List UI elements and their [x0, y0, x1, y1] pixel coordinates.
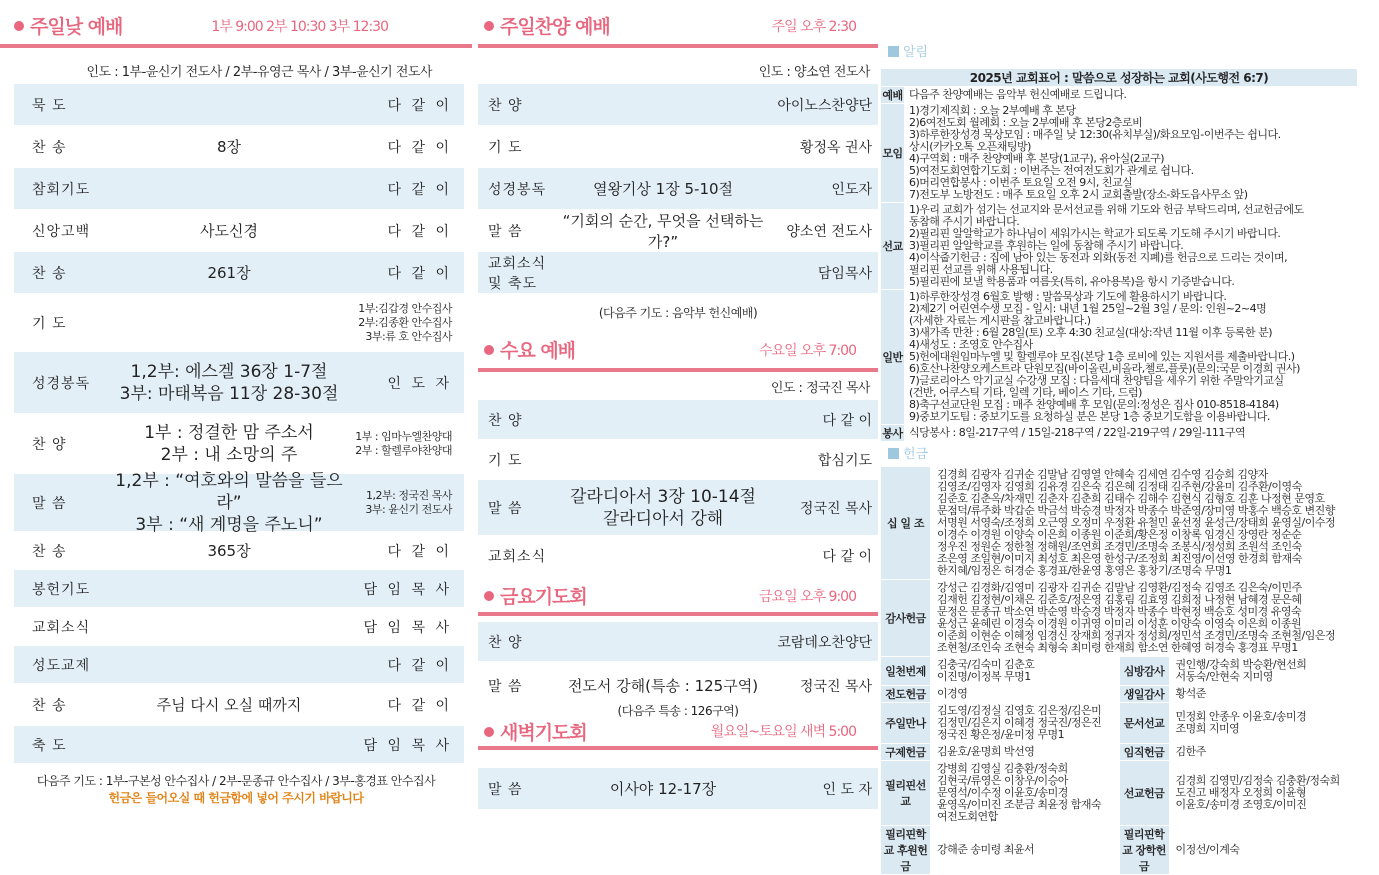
offering-label: 전도헌금	[881, 686, 931, 703]
offering-label: 일천번제	[881, 657, 931, 686]
offering-label: 생일감사	[1119, 686, 1169, 703]
offering-name-line: 정우진 정원순 정한철 정해원/조연희 조경민/조명숙 조봉식/정성희 조원석 조인숙	[937, 540, 1302, 553]
order-row	[14, 470, 464, 535]
order-row	[14, 608, 464, 646]
order-row	[14, 684, 464, 726]
praise-leader: 인도 : 양소연 전도사	[758, 65, 870, 80]
notice-body	[905, 290, 1358, 425]
offering-label: 임직헌금	[1119, 744, 1169, 761]
order-row	[14, 252, 464, 294]
offerings-table	[880, 466, 1358, 875]
order-content-line: 3부: 마태복음 11장 28-30절	[119, 383, 339, 404]
order-label: 기 도	[488, 139, 523, 156]
notice-line: 2)필리핀 알알학교가 하나님이 세워가시는 학교가 되도록 기도해 주시기 바랍니다.	[909, 227, 1281, 240]
order-label: 축 도	[32, 737, 67, 754]
order-label: 말 씀	[488, 223, 523, 240]
offering-name-line: 김영조/김영자 김영희 김유경 김은숙 김은혜 김정태 김주현/강윤미 김주환/이영숙	[937, 480, 1302, 493]
offering-note: 헌금은 들어오실 때 헌금함에 넣어 주시기 바랍니다	[108, 791, 364, 805]
notice-body	[905, 425, 1358, 442]
offering-label: 구제헌금	[881, 744, 931, 761]
order-content: 이사야 12-17장	[609, 780, 717, 798]
order-content: 전도서 강해(특송 : 125구역)	[567, 677, 759, 695]
sunday-time: 1부 9:00 2부 10:30 3부 12:30	[211, 19, 388, 35]
offering-names	[931, 686, 1120, 703]
wednesday-leader: 인도 : 정국진 목사	[770, 381, 870, 396]
order-content-line: 1,2부: 에스겔 36장 1-7절	[130, 361, 328, 382]
offering-row	[881, 657, 1358, 686]
offering-name-line: 강병희 김영실 김충환/정숙희	[937, 762, 1068, 775]
offering-name-line: 김재헌 김정현/이채은 김준호/정은영 김홍림 김효영 김희정 나정현 남혜경 문은혜	[937, 593, 1302, 606]
order-leader: 정국진 목사	[799, 500, 872, 517]
offering-name-line: 강성근 김경화/김영미 김광자 김귀순 김말남 김영환/김정숙 김영조 김은숙/이민주	[937, 581, 1302, 594]
order-label: 찬 송	[32, 139, 67, 156]
offering-name-line: 조은영 조일현/이미지 최성호 최은영 한성구/조정희 최진영/이선영 한경희 함재숙	[937, 552, 1302, 565]
notices-heading-label: 알림	[903, 45, 929, 60]
offering-name-line: 김정민/김은지 이혜경 정국진/정은진	[937, 716, 1102, 729]
order-label: 성경봉독	[32, 375, 91, 392]
friday-header	[478, 576, 878, 612]
dawn-order	[478, 768, 878, 810]
notice-category: 일반	[881, 290, 905, 425]
offering-name-line: 서동숙/안현숙 지미영	[1175, 670, 1273, 683]
offering-name-line: 한지혜/임정은 허경순 홍경표/한윤영 홍영은 홍창기/조명숙 무명1	[937, 564, 1232, 577]
church-motto: 2025년 교회표어 : 말씀으로 성장하는 교회(사도행전 6:7)	[881, 69, 1358, 87]
order-leader: 다 같 이	[387, 697, 452, 714]
offering-name-line: 여전도회연합	[937, 810, 998, 823]
offering-names	[931, 744, 1120, 761]
order-leader-line: 3부:류 호 안수집사	[365, 329, 452, 343]
order-leader: 아이노스찬양단	[777, 97, 872, 114]
offering-name-line: 김한주	[1175, 745, 1206, 758]
notice-body	[905, 87, 1358, 104]
notice-group	[881, 104, 1358, 203]
offering-name-line: 문정은 문종규 박소연 박순영 박승경 박정자 박종수 박현정 백승호 성미경 유영숙	[937, 605, 1302, 618]
notice-body	[905, 104, 1358, 203]
notices-table	[880, 68, 1358, 442]
offering-name-line: 서명원 서영숙/조정희 오근영 오정미 우정환 유철민 윤선정 윤성근/장태희 윤영실/이수정	[937, 516, 1336, 529]
offering-row	[881, 761, 1358, 826]
notice-line: 7)글로리아스 악기교실 수강생 모집 : 다음세대 찬양팀을 세우기 위한 주말악기교실	[909, 374, 1284, 387]
order-leader	[344, 302, 464, 344]
order-content: 365장	[207, 542, 251, 560]
notice-line: 다음주 찬양예배는 음악부 헌신예배로 드립니다.	[909, 88, 1127, 101]
order-row	[14, 570, 464, 608]
notice-line: 3)필리핀 알알학교를 후원하는 일에 동참해 주시기 바랍니다.	[909, 239, 1184, 252]
order-content	[114, 470, 344, 536]
order-content: 주님 다시 오실 때까지	[156, 696, 302, 714]
order-label: 교회소식	[488, 548, 547, 565]
order-leader: 코람데오찬양단	[777, 634, 872, 651]
order-leader: 담 임 목 사	[363, 619, 452, 636]
order-leader: 다 같 이	[387, 97, 452, 114]
order-row	[14, 532, 464, 570]
notice-line: 9)중보기도팀 : 중보기도를 요청하실 분은 본당 1층 중보기도함을 이용바랍니다.	[909, 410, 1270, 423]
order-leader: 다 같 이	[387, 543, 452, 560]
order-label: 참회기도	[32, 181, 91, 198]
sunday-service-section	[0, 0, 472, 806]
order-content: 261장	[207, 264, 251, 282]
offering-label: 선교헌금	[1119, 761, 1169, 826]
order-row	[14, 414, 464, 474]
order-row	[478, 252, 878, 294]
offering-name-line: 강해준 송미령 최윤서	[937, 843, 1035, 856]
offering-names	[1169, 703, 1358, 744]
order-row	[14, 352, 464, 414]
notice-line: 6)호산나찬양오케스트라 단원모집(바이올린,비올라,첼로,플룻)(문의:국문 이경희 권사)	[909, 362, 1300, 375]
order-row	[478, 400, 878, 440]
order-label: 찬 송	[32, 265, 67, 282]
order-row	[478, 84, 878, 126]
thanks-offering	[881, 580, 1358, 657]
notice-group	[881, 290, 1358, 425]
order-content-line: 갈라디아서 3장 10-14절	[570, 486, 756, 507]
order-label: 성도교제	[32, 657, 91, 674]
notice-line: 5)여전도회연합기도회 : 이번주는 전여전도회가 관계로 쉽니다.	[909, 164, 1194, 177]
offering-name-line: 김경희 김영민/김정숙 김충환/정숙희	[1175, 774, 1340, 787]
wednesday-order	[478, 400, 878, 576]
wednesday-header	[478, 332, 878, 368]
order-content	[114, 422, 344, 466]
order-content	[114, 361, 344, 405]
order-label: 묵 도	[32, 97, 67, 114]
praise-header	[478, 0, 878, 44]
offering-label: 주일만나	[881, 703, 931, 744]
offering-names	[1169, 686, 1358, 703]
order-label: 찬 양	[488, 634, 523, 651]
notice-line: 3)새가족 만찬 : 6월 28일(토) 오후 4:30 친교실(대상:작년 11월 이후 등록한 분)	[909, 326, 1273, 339]
order-row	[14, 168, 464, 210]
offering-names	[931, 703, 1120, 744]
order-label: 봉헌기도	[32, 581, 91, 598]
wednesday-title: 수요 예배	[500, 340, 576, 362]
order-row	[14, 126, 464, 168]
offering-name-line: 민정회 안종우 이윤호/송미경	[1175, 710, 1307, 723]
order-label: 성경봉독	[488, 181, 547, 198]
notice-line: 1)하루한장성경 6월호 발행 : 말씀묵상과 기도에 활용하시기 바랍니다.	[909, 290, 1227, 303]
friday-next-special: (다음주 특송 : 126구역)	[617, 704, 739, 718]
friday-title: 금요기도회	[500, 586, 587, 608]
order-leader: 다 같 이	[822, 412, 872, 429]
bullet-icon	[484, 591, 494, 601]
dawn-time: 월요일~토요일 새벽 5:00	[710, 724, 856, 740]
order-row	[14, 646, 464, 684]
notice-line: 1)경기제직회 : 오늘 2부예배 후 본당	[909, 104, 1076, 117]
dawn-title: 새벽기도회	[500, 722, 587, 744]
notice-line: 6)머리연합봉사 : 이번주 토요일 오전 9시, 친교실	[909, 176, 1133, 189]
order-label: 교회소식 및 축도	[488, 255, 547, 292]
notice-category: 모임	[881, 104, 905, 203]
order-content: “기회의 순간, 무엇을 선택하는가?”	[562, 211, 764, 251]
sunday-next-prayer: 다음주 기도 : 1부-구본성 안수집사 / 2부-문종규 안수집사 / 3부-홍경표 안수집사	[36, 774, 436, 788]
offering-name-line: 황석준	[1175, 687, 1206, 700]
order-label: 찬 양	[488, 412, 523, 429]
offering-names	[931, 657, 1120, 686]
offering-name-line: 조명희 지미영	[1175, 722, 1240, 735]
wednesday-time: 수요일 오후 7:00	[759, 343, 856, 359]
order-content-line: 3부 : “새 계명을 주노니”	[135, 514, 323, 535]
notice-body	[905, 203, 1358, 290]
order-content: 8장	[216, 138, 242, 156]
offering-label: 문서선교	[1119, 703, 1169, 744]
order-leader: 담 임 목 사	[363, 737, 452, 754]
offering-label: 필리핀학교 장학헌금	[1119, 826, 1169, 875]
thanks-offering-label: 감사헌금	[881, 580, 931, 657]
bullet-icon	[484, 345, 494, 355]
offering-name-line: 조현철/조인숙 조현숙 최형숙 최미령 한재희 함소연 한혜영 허경숙 홍경표 무명1	[937, 641, 1298, 654]
order-row	[478, 536, 878, 576]
order-leader-line: 2부 : 할렐루야찬양대	[355, 443, 452, 457]
order-leader: 합심기도	[817, 452, 872, 469]
offering-name-line: 권인행/강숙희 박승환/현선희	[1175, 658, 1307, 671]
friday-time: 금요일 오후 9:00	[759, 589, 856, 605]
offering-names	[931, 826, 1120, 875]
notice-line: 2)6여전도회 월례회 : 오늘 2부예배 후 본당2층로비	[909, 116, 1143, 129]
middle-column	[478, 0, 878, 810]
order-leader	[344, 430, 464, 458]
order-label: 기 도	[488, 452, 523, 469]
offering-name-line: 이진명/이정복 무명1	[937, 670, 1031, 683]
offering-name-line: 문영석/이수정 이윤호/송미경	[937, 786, 1068, 799]
order-content-line: 1,2부 : “여호와의 말씀을 들으라”	[115, 470, 343, 513]
order-row	[14, 726, 464, 764]
notice-category: 선교	[881, 203, 905, 290]
offerings-heading-label: 헌금	[903, 447, 929, 462]
praise-time: 주일 오후 2:30	[771, 19, 856, 35]
order-content: 열왕기상 1장 5-10절	[592, 180, 734, 198]
offering-name-line: 김충국/김숙미 김춘호	[937, 658, 1035, 671]
notice-line: 8)축구선교단원 모집 : 매주 찬양예배 후 모임(문의:정성은 집사 010-8518-4184)	[909, 398, 1279, 411]
order-leader: 담임목사	[817, 265, 872, 282]
order-label: 말 씀	[488, 781, 523, 798]
offering-names	[931, 761, 1120, 826]
offering-row	[881, 826, 1358, 875]
order-leader-line: 1부 : 임마누엘찬양대	[355, 429, 452, 443]
order-leader-line: 1부:김갑경 안수집사	[358, 301, 452, 315]
notice-line: 4)이삭줍기헌금 : 집에 남아 있는 동전과 외화(동전 지폐)를 헌금으로 드리는 것이며,	[909, 251, 1288, 264]
order-row	[478, 210, 878, 252]
order-row	[478, 126, 878, 168]
order-content	[558, 486, 768, 530]
order-content-line: 2부 : 내 소망의 주	[160, 444, 298, 465]
notice-group	[881, 425, 1358, 442]
notice-line: 5)헌에대원임마누엘 및 할렐루야 모집(본당 1층 로비에 있는 지원서를 제출바랍니다.)	[909, 350, 1295, 363]
notice-line: 필리핀 선교를 위해 사용됩니다.	[909, 263, 1053, 276]
notice-line: 4)구역회 : 매주 찬양예배 후 본당(1교구), 유아실(2교구)	[909, 152, 1165, 165]
offering-name-line: 김현국/류영은 이창우/이승아	[937, 774, 1068, 787]
notice-line: (건반, 어쿠스틱 기타, 일렉 기타, 베이스 기타, 드럼)	[909, 386, 1142, 399]
order-row	[478, 768, 878, 810]
offering-row	[881, 686, 1358, 703]
order-label: 교회소식	[32, 619, 91, 636]
sunday-order	[0, 84, 472, 764]
order-leader: 양소연 전도사	[786, 223, 872, 240]
offering-name-line: 이준희 이현순 이혜정 임경신 장재희 정귀자 정성희/정민석 조경민/조명숙 조현철/임은정	[937, 629, 1336, 642]
dawn-header	[478, 716, 878, 746]
offering-row	[881, 703, 1358, 744]
square-icon	[888, 448, 899, 459]
order-leader: 다 같 이	[387, 181, 452, 198]
sunday-header	[0, 0, 472, 44]
notice-line: (자세한 자료는 게시판을 참고바랍니다.)	[909, 314, 1091, 327]
order-label: 찬 양	[488, 97, 523, 114]
order-leader: 다 같 이	[822, 548, 872, 565]
order-label: 기 도	[32, 315, 67, 332]
order-row	[478, 440, 878, 480]
offering-name-line: 김준호 김춘옥/차재민 김춘자 김춘희 김태수 김해수 김현식 김형호 김훈 나정현 문영호	[937, 492, 1325, 505]
offering-name-line: 이윤호/송미경 조영호/이미진	[1175, 798, 1307, 811]
offering-name-line: 윤성근 윤혜린 이경숙 이경원 이귀영 이미리 이성훈 이양숙 이영숙 이은희 이종원	[937, 617, 1302, 630]
offering-name-line: 도진고 배정자 오정희 이윤형	[1175, 786, 1307, 799]
order-row	[478, 622, 878, 662]
order-label: 말 씀	[32, 495, 67, 512]
order-row	[478, 168, 878, 210]
square-icon	[888, 46, 899, 57]
order-row	[14, 294, 464, 352]
notice-line: 2)제2기 어린연수생 모집 - 일시: 내년 1월 25일~2월 3일 / 문의: 인원~2~4명	[909, 302, 1267, 315]
order-content-line: 갈라디아서 강해	[602, 508, 724, 529]
order-label: 찬 송	[32, 543, 67, 560]
offering-names	[1169, 826, 1358, 875]
notice-group	[881, 203, 1358, 290]
offerings-heading	[880, 444, 1358, 466]
order-leader: 다 같 이	[387, 657, 452, 674]
order-row	[14, 210, 464, 252]
offering-names	[1169, 744, 1358, 761]
offering-name-line: 김경희 김광자 김귀순 김말남 김영열 안혜숙 김세연 김수영 김승희 김양자	[937, 468, 1268, 481]
notice-line: 1)우리 교회가 섬기는 선교지와 문서선교를 위해 기도와 헌금 부탁드리며, 선교헌금에도	[909, 203, 1304, 216]
praise-title: 주일찬양 예배	[500, 16, 610, 38]
offering-row	[881, 744, 1358, 761]
offering-name-line: 이경수 이경원 이양숙 이은희 이종원 이준희/황은정 이창록 임경신 장영란 정순순	[937, 528, 1302, 541]
order-leader: 황정옥 권사	[799, 139, 872, 156]
offering-name-line: 윤영옥/이미진 조분금 최윤정 함재숙	[937, 798, 1102, 811]
sunday-leader: 인도 : 1부-윤신기 전도사 / 2부-유영근 목사 / 3부-윤신기 전도사	[86, 65, 432, 80]
notice-line: 5)필리핀에 보낼 학용품과 여름옷(특히, 유아용복)을 항시 기증받습니다.	[909, 275, 1235, 288]
order-leader: 다 같 이	[387, 265, 452, 282]
bullet-icon	[484, 21, 494, 31]
order-label: 말 씀	[488, 678, 523, 695]
notice-category: 예배	[881, 87, 905, 104]
offering-names	[1169, 657, 1358, 686]
order-label: 찬 양	[32, 436, 67, 453]
order-label: 찬 송	[32, 697, 67, 714]
notice-category: 봉사	[881, 425, 905, 442]
notice-line: 식당봉사 : 8일-217구역 / 15일-218구역 / 22일-219구역 / 29일-111구역	[909, 426, 1246, 439]
offering-names	[1169, 761, 1358, 826]
tithe-offering-names	[931, 467, 1358, 580]
notice-line: 4)새성도 : 조영호 안수집사	[909, 338, 1033, 351]
offering-name-line: 김윤호/윤명희 박선영	[937, 745, 1035, 758]
order-label: 말 씀	[488, 500, 523, 517]
order-leader: 다 같 이	[387, 139, 452, 156]
offering-name-line: 이경영	[937, 687, 968, 700]
order-leader-line: 3부: 윤신기 전도사	[365, 502, 452, 516]
order-leader-line: 1,2부: 정국진 목사	[366, 488, 452, 502]
order-content-line: 1부 : 정결한 맘 주소서	[144, 422, 314, 443]
offering-name-line: 이정선/이계숙	[1175, 843, 1240, 856]
offering-name-line: 정국진 황은정/윤미정 무명1	[937, 728, 1065, 741]
tithe-offering	[881, 467, 1358, 580]
order-leader-line: 2부:김종환 안수집사	[358, 315, 452, 329]
friday-order	[478, 622, 878, 710]
praise-next-prayer: (다음주 기도 : 음악부 헌신예배)	[598, 306, 758, 320]
bullet-icon	[484, 727, 494, 737]
notice-line: 동참해 주시기 바랍니다.	[909, 215, 1020, 228]
order-row	[478, 480, 878, 536]
offering-label: 필리핀학교 후원헌금	[881, 826, 931, 875]
offering-label: 심방감사	[1119, 657, 1169, 686]
order-leader: 정국진 목사	[799, 678, 872, 695]
bullet-icon	[14, 21, 24, 31]
order-leader: 담 임 목 사	[363, 581, 452, 598]
order-leader: 다 같 이	[387, 223, 452, 240]
order-leader: 인 도 자	[387, 375, 452, 392]
right-column	[880, 0, 1358, 875]
order-leader	[344, 489, 464, 517]
praise-order	[478, 84, 878, 294]
order-leader: 인 도 자	[822, 781, 872, 798]
offering-name-line: 김도영/김정실 김영호 김은정/김은미	[937, 704, 1102, 717]
order-label: 신앙고백	[32, 223, 91, 240]
thanks-offering-names	[931, 580, 1358, 657]
notice-group	[881, 87, 1358, 104]
notice-line: 3)하루한장성경 묵상모임 : 매주일 낮 12:30(유치부실)/화요모임-이번주는 쉽니다.	[909, 128, 1281, 141]
sunday-title: 주일낮 예배	[30, 16, 123, 38]
notice-line: 상시(카카오톡 오픈채팅방)	[909, 140, 1031, 153]
notice-line: 7)전도부 노방전도 : 매주 토요일 오후 2시 교회출발(장소-화도읍사무소 앞)	[909, 188, 1248, 201]
order-leader: 인도자	[831, 181, 872, 198]
offering-name-line: 문점덕/류주화 박갑순 박금석 박승경 박정자 박종수 박준영/장미영 박홍수 백승호 변진향	[937, 504, 1335, 517]
order-row	[14, 84, 464, 126]
offering-label: 필리핀선교	[881, 761, 931, 826]
tithe-offering-label: 십 일 조	[881, 467, 931, 580]
notices-heading	[880, 42, 1358, 64]
order-content: 사도신경	[200, 222, 258, 240]
